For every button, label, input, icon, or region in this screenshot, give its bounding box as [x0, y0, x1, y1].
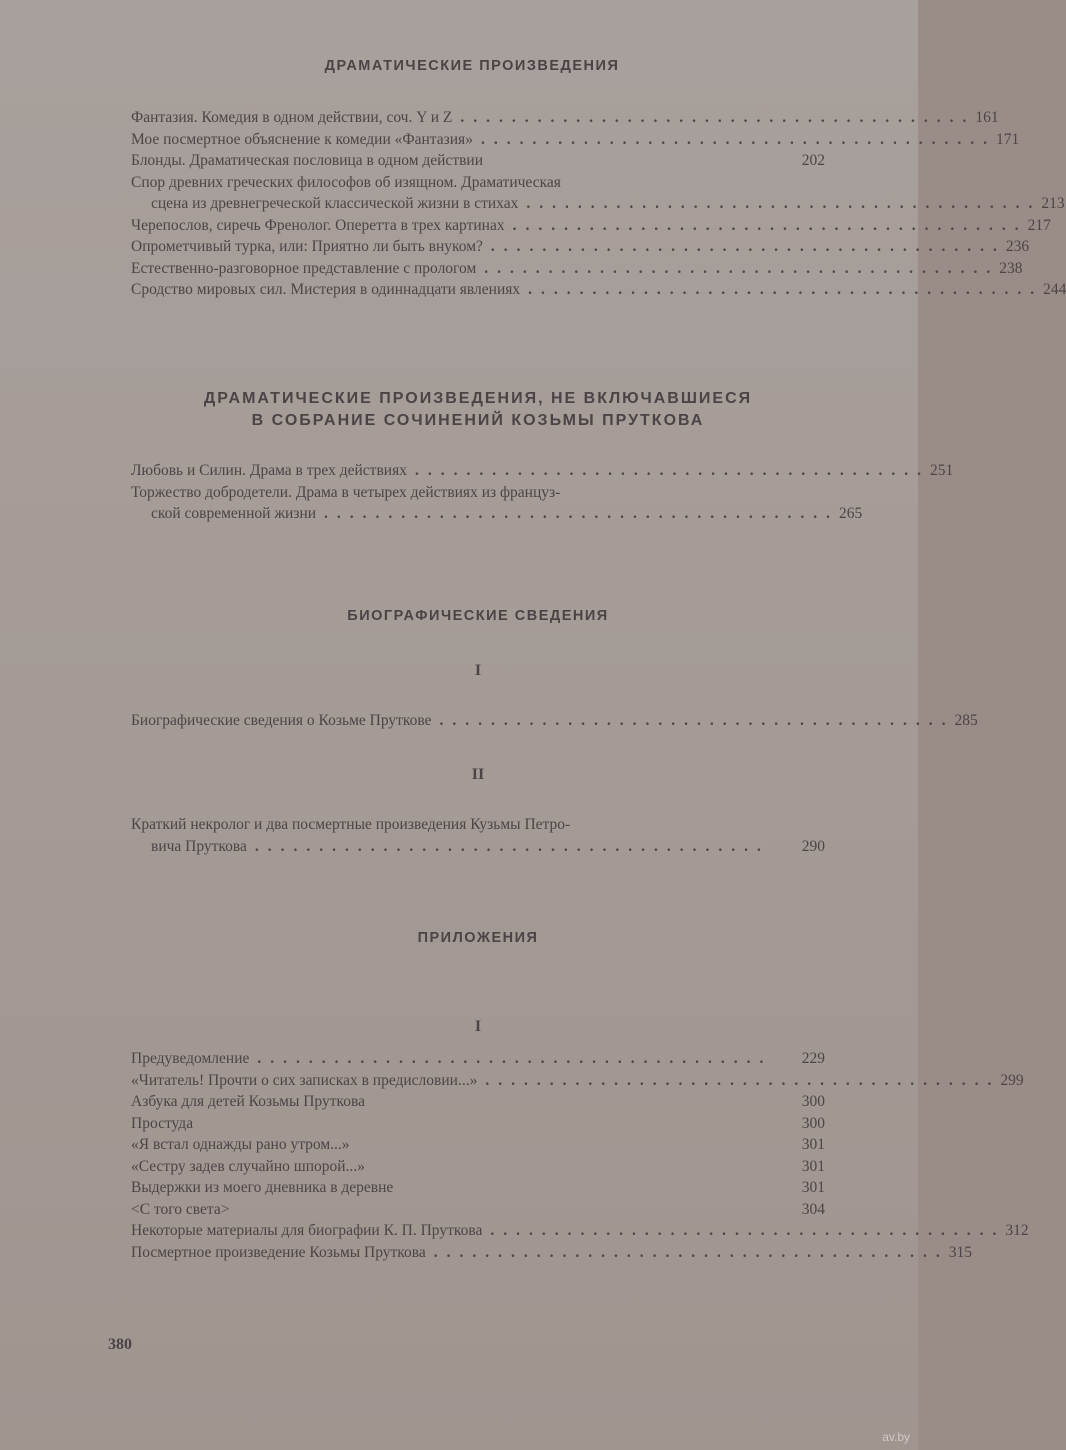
toc-entry[interactable] [131, 1156, 825, 1178]
appendix-roman: I [474, 1018, 482, 1035]
section-title-appendix: ПРИЛОЖЕНИЯ [417, 930, 539, 946]
toc-entry[interactable] [131, 1242, 973, 1264]
leader-dots: ........................................ [484, 259, 1000, 277]
entry-page: 315 [948, 1243, 973, 1261]
toc-entry-multiline[interactable] [131, 172, 1065, 215]
section-title-not-included-line1: ДРАМАТИЧЕСКИЕ ПРОИЗВЕДЕНИЯ, НЕ ВКЛЮЧАВШИЕСЯ [203, 390, 753, 407]
entry-title: Фантазия. Комедия в одном действии, соч. Y и Z [131, 109, 453, 126]
entry-title: Азбука для детей Козьмы Пруткова [131, 1093, 365, 1110]
entry-title: Черепослов, сиречь Френолог. Оперетта в трех картинах [131, 216, 505, 234]
toc-entry[interactable] [131, 258, 1023, 280]
entry-title: Простуда [131, 1114, 194, 1132]
toc-entry[interactable] [131, 279, 1066, 301]
leader-dots: ........................................ [526, 195, 1042, 212]
entry-page: 251 [929, 462, 954, 479]
leader-dots: ........................................ [414, 462, 930, 479]
entry-page: 238 [999, 259, 1023, 277]
leader-dots: ........................................ [490, 1222, 1006, 1239]
entry-title: Опрометчивый турка, или: Приятно ли быть внуком? [131, 238, 483, 255]
entry-title: Мое посмертное объяснение к комедии «Фантазия» [131, 130, 473, 148]
part-roman-1: I [474, 662, 482, 679]
entry-page: 300 [801, 1114, 825, 1132]
entry-page: 301 [801, 1157, 825, 1175]
entry-title: Биографические сведения о Козьме Пруткове [131, 712, 432, 729]
section-title-dramatic: ДРАМАТИЧЕСКИЕ ПРОИЗВЕДЕНИЯ [324, 58, 620, 74]
part-roman-2: II [471, 766, 485, 783]
entry-title-line2: ской современной жизни [151, 505, 317, 522]
entry-page: 244 [1043, 281, 1066, 298]
toc-entry[interactable] [131, 1091, 825, 1113]
toc-entry[interactable] [131, 236, 1030, 258]
leader-dots: ........................................ [485, 1071, 1001, 1089]
leader-dots: ........................................ [257, 1050, 773, 1067]
toc-entry[interactable] [131, 215, 1051, 237]
entry-page: 213 [1041, 195, 1065, 212]
entry-title: «Читатель! Прочти о сих записках в предисловии...» [131, 1071, 478, 1089]
entry-page: 285 [954, 712, 978, 729]
entry-title: «Я встал однажды рано утром...» [131, 1136, 350, 1153]
entry-title-line1: Спор древних греческих философов об изящном. Драматическая [131, 173, 561, 191]
entry-page: 161 [975, 109, 999, 126]
entry-title: «Сестру задев случайно шпорой...» [131, 1157, 365, 1175]
entry-page: 217 [1027, 216, 1051, 234]
toc-entry-multiline[interactable] [131, 482, 863, 525]
dramatic-entries [131, 107, 1066, 301]
toc-entry[interactable] [131, 1134, 825, 1156]
leader-dots: ........................................ [433, 1243, 949, 1261]
entry-title: Блонды. Драматическая пословица в одном действии [131, 152, 483, 169]
not-included-entries [131, 460, 954, 525]
entry-page: 265 [839, 505, 863, 522]
toc-entry[interactable] [131, 1177, 825, 1199]
leader-dots: ........................................ [480, 130, 996, 148]
entry-page: 312 [1005, 1222, 1029, 1239]
leader-dots: ........................................ [460, 109, 976, 126]
entry-page: 290 [801, 837, 825, 855]
toc-entry[interactable] [131, 460, 954, 482]
entry-title: Сродство мировых сил. Мистерия в одиннадцати явлениях [131, 281, 521, 298]
watermark: av.by [882, 1430, 910, 1444]
toc-entry[interactable] [131, 710, 978, 732]
toc-entry[interactable] [131, 1220, 1029, 1242]
entry-title-line1: Краткий некролог и два посмертные произведения Кузьмы Петро- [131, 816, 571, 833]
toc-entry[interactable] [131, 107, 999, 129]
leader-dots: ........................................ [528, 281, 1044, 298]
entry-title: Естественно-разговорное представление с прологом [131, 259, 477, 277]
appendix-entries [131, 1048, 1029, 1263]
toc-entry[interactable] [131, 1070, 1024, 1092]
entry-page: 300 [801, 1093, 825, 1110]
entry-title: Любовь и Силин. Драма в трех действиях [131, 462, 407, 479]
entry-page: 229 [801, 1050, 825, 1067]
leader-dots: ........................................ [254, 837, 770, 855]
entry-page: 202 [801, 152, 825, 169]
section-title-bio: БИОГРАФИЧЕСКИЕ СВЕДЕНИЯ [347, 608, 609, 624]
toc-entry[interactable] [131, 1199, 825, 1221]
leader-dots: ........................................ [324, 505, 840, 522]
entry-page: 304 [801, 1200, 825, 1218]
entry-page: 236 [1005, 238, 1030, 255]
entry-title: Некоторые материалы для биографии К. П. Пруткова [131, 1222, 483, 1239]
entry-title: Посмертное произведение Козьмы Пруткова [131, 1243, 426, 1261]
toc-entry[interactable] [131, 1113, 825, 1135]
leader-dots: ........................................ [490, 238, 1006, 255]
entry-title: Выдержки из моего дневника в деревне [131, 1179, 394, 1196]
section-title-not-included-line2: В СОБРАНИЕ СОЧИНЕНИЙ КОЗЬМЫ ПРУТКОВА [251, 412, 705, 429]
entry-title: <С того света> [131, 1200, 230, 1218]
leader-dots: ........................................ [439, 712, 955, 729]
toc-entry-multiline[interactable] [131, 814, 825, 857]
entry-title-line2: вича Пруткова [151, 837, 247, 855]
entry-title: Предуведомление [131, 1050, 250, 1067]
toc-entry[interactable] [131, 129, 1020, 151]
entry-page: 299 [1000, 1071, 1024, 1089]
entry-title-line2: сцена из древнегреческой классической жизни в стихах [151, 195, 519, 212]
leader-dots: ........................................ [512, 216, 1028, 234]
page-number: 380 [108, 1336, 132, 1353]
toc-entry[interactable] [131, 150, 825, 172]
entry-page: 301 [801, 1136, 825, 1153]
entry-page: 171 [995, 130, 1020, 148]
entry-page: 301 [801, 1179, 825, 1196]
entry-title-line1: Торжество добродетели. Драма в четырех действиях из француз- [131, 483, 561, 501]
toc-entry[interactable] [131, 1048, 825, 1070]
